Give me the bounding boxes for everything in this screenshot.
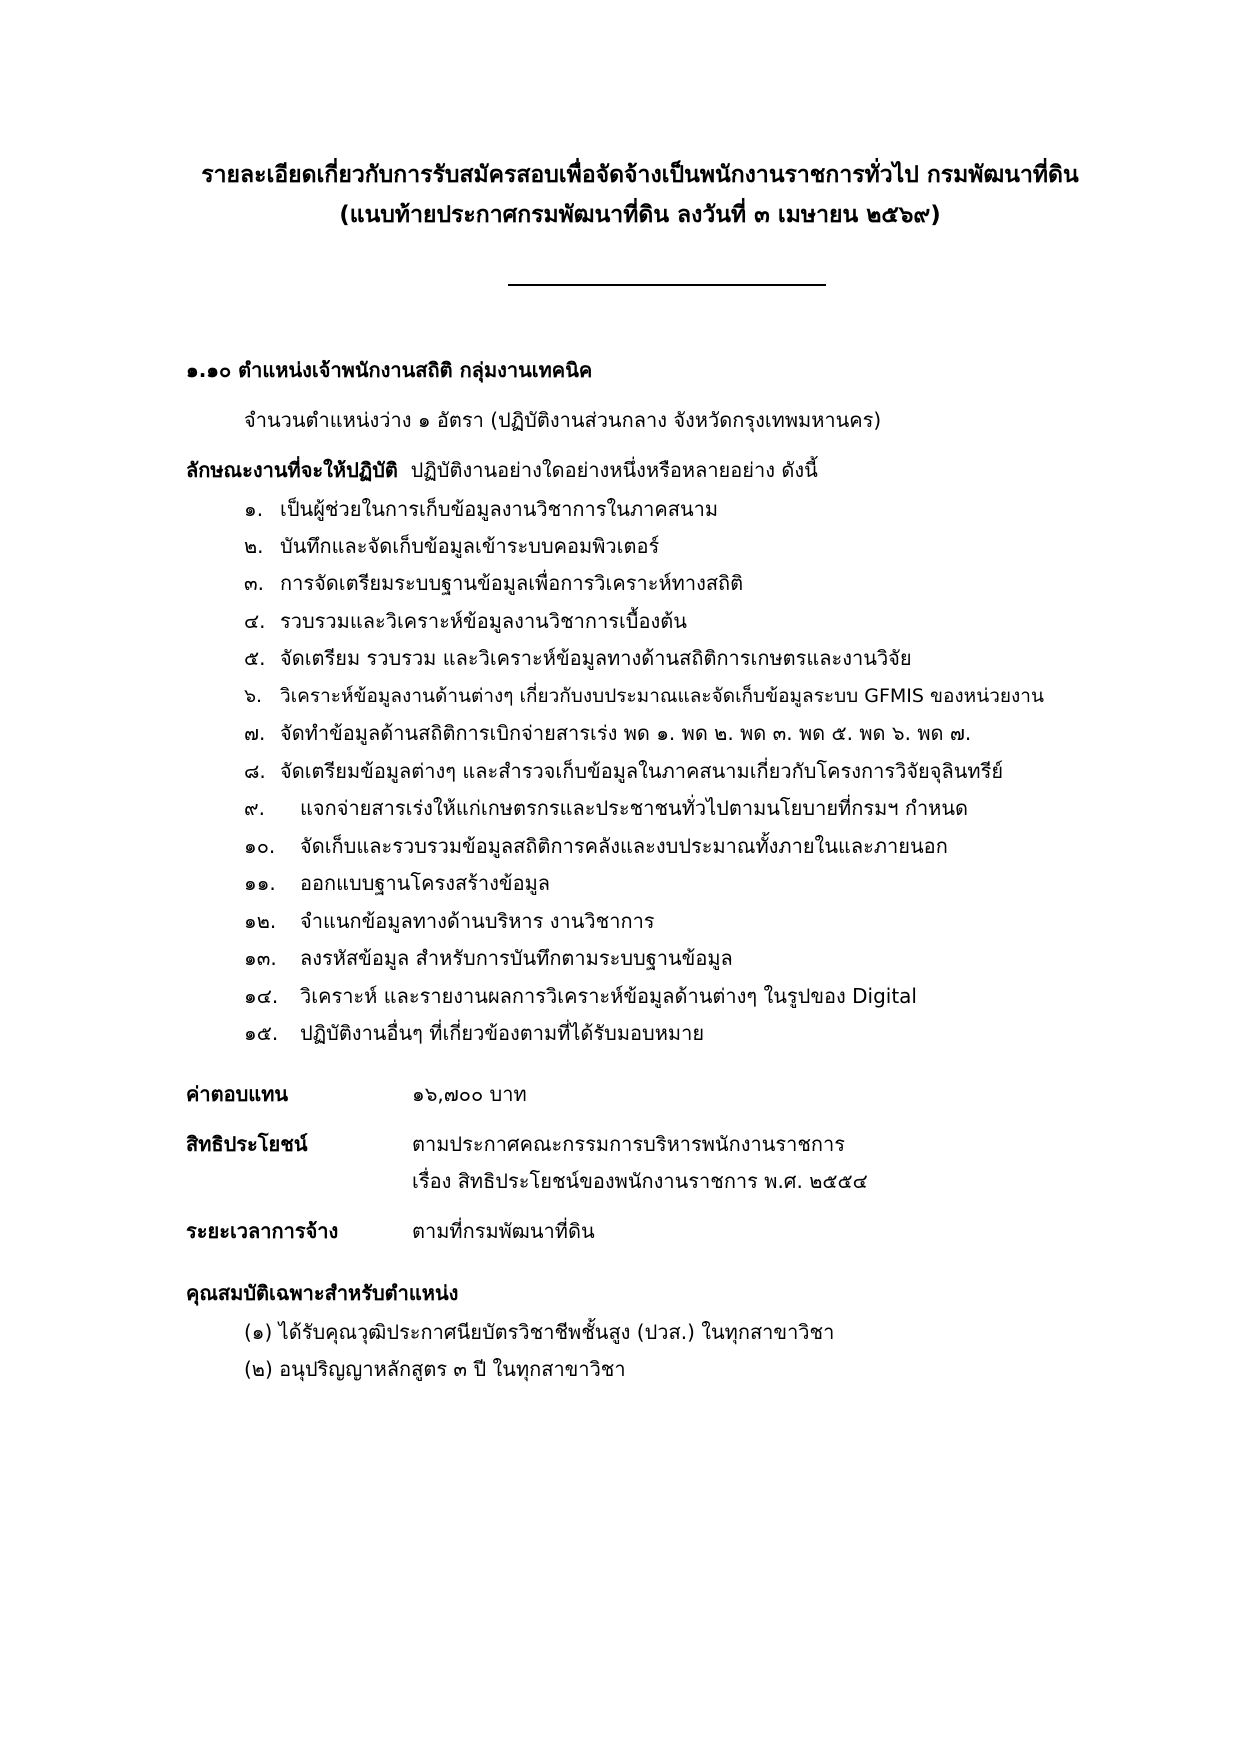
duty-item-number: ๑.	[244, 497, 264, 521]
benefits-line2: เรื่อง สิทธิประโยชน์ของพนักงานราชการ พ.ศ. ๒๕๕๔	[412, 1169, 868, 1193]
duty-item-number: ๗.	[244, 721, 266, 745]
duty-item-number: ๓.	[244, 571, 265, 595]
duty-item	[244, 681, 1044, 711]
duties-label: ลักษณะงานที่จะให้ปฏิบัติ	[186, 458, 398, 482]
duty-item	[244, 568, 743, 598]
duty-item-text: จัดเก็บและรวบรวมข้อมูลสถิติการคลังและงบประมาณทั้งภายในและภายนอก	[300, 834, 948, 858]
duty-item-number: ๑๓.	[244, 946, 277, 970]
duty-item-number: ๕.	[244, 646, 266, 670]
vacancy-text: จำนวนตำแหน่งว่าง ๑ อัตรา (ปฏิบัติงานส่วนกลาง จังหวัดกรุงเทพมหานคร)	[244, 408, 882, 432]
duty-item-number: ๖.	[244, 685, 263, 707]
position-heading: ๑.๑๐ ตำแหน่งเจ้าพนักงานสถิติ กลุ่มงานเทคนิค	[186, 358, 593, 382]
duty-item-text: จัดทำข้อมูลด้านสถิติการเบิกจ่ายสารเร่ง พด ๑. พด ๒. พด ๓. พด ๕. พด ๖. พด ๗.	[280, 721, 972, 745]
duty-item-text: ลงรหัสข้อมูล สำหรับการบันทึกตามระบบฐานข้อมูล	[300, 946, 733, 970]
duty-item-text: ออกแบบฐานโครงสร้างข้อมูล	[300, 871, 551, 895]
duty-item-text: จำแนกข้อมูลทางด้านบริหาร งานวิชาการ	[300, 909, 655, 933]
duty-item-number: ๙.	[244, 796, 266, 820]
duty-item-text: เป็นผู้ช่วยในการเก็บข้อมูลงานวิชาการในภาคสนาม	[280, 497, 719, 521]
duty-item	[244, 793, 968, 823]
duty-item	[244, 831, 948, 861]
compensation-label: ค่าตอบแทน	[186, 1082, 289, 1106]
duty-item-text: แจกจ่ายสารเร่งให้แก่เกษตรกรและประชาชนทั่วไปตามนโยบายที่กรมฯ กำหนด	[300, 796, 969, 820]
duty-item-text: รวบรวมและวิเคราะห์ข้อมูลงานวิชาการเบื้องต้น	[280, 609, 687, 633]
title-underline-divider	[508, 284, 826, 286]
qualifications-label: คุณสมบัติเฉพาะสำหรับตำแหน่ง	[186, 1281, 459, 1305]
duty-item-text: วิเคราะห์ข้อมูลงานด้านต่างๆ เกี่ยวกับงบประมาณและจัดเก็บข้อมูลระบบ GFMIS ของหน่วยงาน	[280, 685, 1044, 707]
benefits-line1: ตามประกาศคณะกรรมการบริหารพนักงานราชการ	[412, 1132, 846, 1156]
qualification-item: (๒) อนุปริญญาหลักสูตร ๓ ปี ในทุกสาขาวิชา	[244, 1357, 626, 1381]
document-title-line1: รายละเอียดเกี่ยวกับการรับสมัครสอบเพื่อจัดจ้างเป็นพนักงานราชการทั่วไป กรมพัฒนาที่ดิน	[201, 162, 1079, 188]
duty-item-number: ๑๐.	[244, 834, 276, 858]
duty-item	[244, 531, 659, 561]
duty-item-number: ๑๕.	[244, 1021, 279, 1045]
duty-item-text: การจัดเตรียมระบบฐานข้อมูลเพื่อการวิเคราะห์ทางสถิติ	[280, 571, 744, 595]
duty-item-text: จัดเตรียมข้อมูลต่างๆ และสำรวจเก็บข้อมูลในภาคสนามเกี่ยวกับโครงการวิจัยจุลินทรีย์	[280, 759, 1004, 783]
duty-item-number: ๑๑.	[244, 871, 276, 895]
duty-item-number: ๑๔.	[244, 984, 279, 1008]
compensation-value: ๑๖,๗๐๐ บาท	[412, 1082, 527, 1106]
document-title-line2: (แนบท้ายประกาศกรมพัฒนาที่ดิน ลงวันที่ ๓ เมษายน ๒๕๖๙)	[339, 202, 941, 228]
duty-item	[244, 981, 917, 1011]
duty-item-number: ๘.	[244, 759, 266, 783]
duty-item-number: ๑๒.	[244, 909, 277, 933]
duration-label: ระยะเวลาการจ้าง	[186, 1219, 339, 1243]
duty-item	[244, 718, 971, 748]
duty-item	[244, 1018, 704, 1048]
duty-item	[244, 943, 733, 973]
benefits-label: สิทธิประโยชน์	[186, 1132, 308, 1156]
duties-intro: ปฏิบัติงานอย่างใดอย่างหนึ่งหรือหลายอย่าง ดังนี้	[410, 458, 818, 482]
duty-item-text: จัดเตรียม รวบรวม และวิเคราะห์ข้อมูลทางด้านสถิติการเกษตรและงานวิจัย	[280, 646, 912, 670]
duty-item	[244, 756, 1003, 786]
duty-item-number: ๒.	[244, 534, 264, 558]
duty-item-text: บันทึกและจัดเก็บข้อมูลเข้าระบบคอมพิวเตอร์	[280, 534, 660, 558]
duties-intro-line	[186, 455, 818, 485]
duty-item	[244, 906, 655, 936]
qualification-item: (๑) ได้รับคุณวุฒิประกาศนียบัตรวิชาชีพชั้นสูง (ปวส.) ในทุกสาขาวิชา	[244, 1320, 835, 1344]
duty-item	[244, 606, 687, 636]
duty-item-text: วิเคราะห์ และรายงานผลการวิเคราะห์ข้อมูลด้านต่างๆ ในรูปของ Digital	[300, 984, 917, 1008]
duty-item-text: ปฏิบัติงานอื่นๆ ที่เกี่ยวข้องตามที่ได้รับมอบหมาย	[300, 1021, 705, 1045]
duty-item	[244, 868, 550, 898]
duty-item	[244, 494, 718, 524]
duty-item	[244, 643, 912, 673]
duration-value: ตามที่กรมพัฒนาที่ดิน	[412, 1219, 595, 1243]
duty-item-number: ๔.	[244, 609, 266, 633]
